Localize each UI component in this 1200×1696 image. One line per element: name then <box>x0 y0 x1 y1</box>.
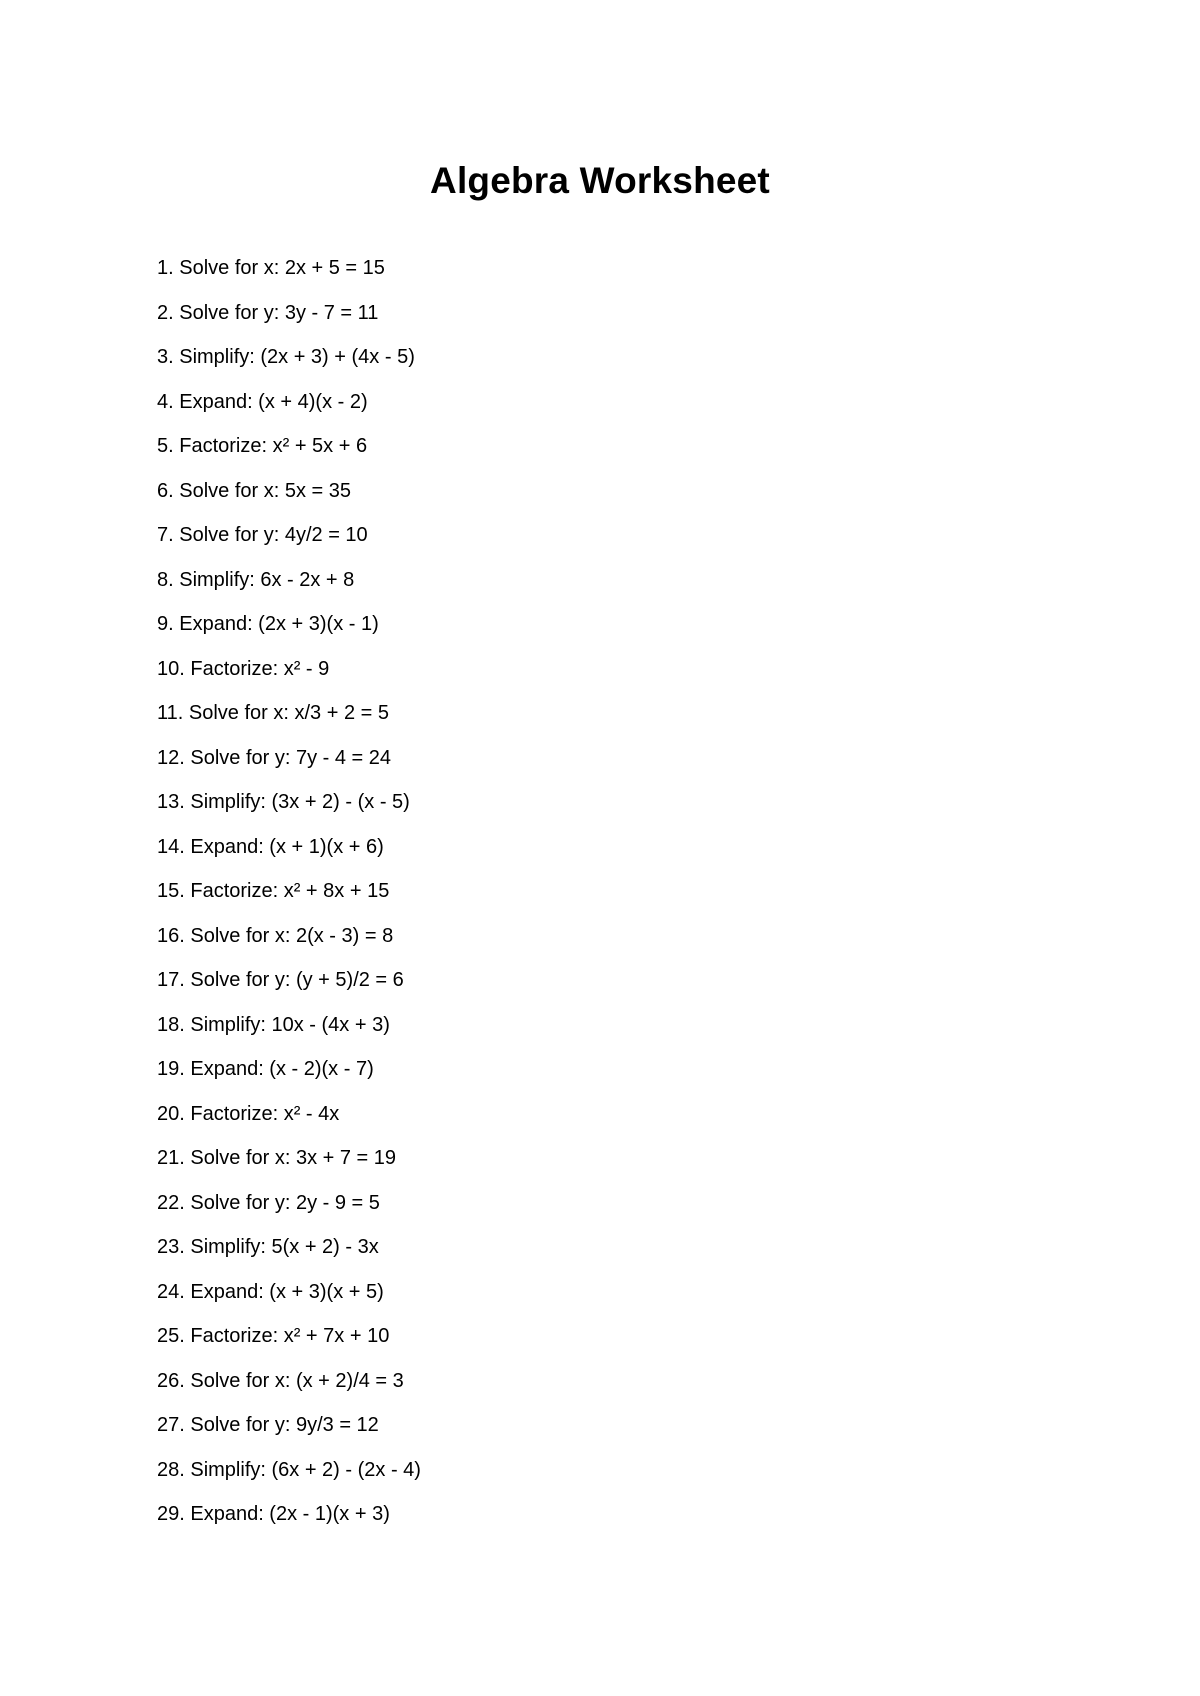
problem-item: 25. Factorize: x² + 7x + 10 <box>157 1325 390 1347</box>
problem-item: 20. Factorize: x² - 4x <box>157 1102 340 1125</box>
problem-item: 28. Simplify: (6x + 2) - (2x - 4) <box>157 1458 421 1481</box>
problem-item: 27. Solve for y: 9y/3 = 12 <box>157 1414 379 1436</box>
problem-item: 24. Expand: (x + 3)(x + 5) <box>157 1280 384 1303</box>
problem-item: 11. Solve for x: x/3 + 2 = 5 <box>157 702 389 724</box>
problem-item: 18. Simplify: 10x - (4x + 3) <box>157 1013 390 1036</box>
problem-item: 2. Solve for y: 3y - 7 = 11 <box>157 301 379 324</box>
problem-item: 22. Solve for y: 2y - 9 = 5 <box>157 1191 380 1214</box>
problem-item: 29. Expand: (2x - 1)(x + 3) <box>157 1503 390 1525</box>
problem-item: 8. Simplify: 6x - 2x + 8 <box>157 568 355 591</box>
problem-item: 13. Simplify: (3x + 2) - (x - 5) <box>157 791 410 813</box>
problem-item: 4. Expand: (x + 4)(x - 2) <box>157 390 368 413</box>
problem-item: 15. Factorize: x² + 8x + 15 <box>157 880 390 902</box>
problem-list <box>157 254 421 1545</box>
problem-item: 5. Factorize: x² + 5x + 6 <box>157 435 368 457</box>
problem-item: 6. Solve for x: 5x = 35 <box>157 479 351 502</box>
problem-item: 19. Expand: (x - 2)(x - 7) <box>157 1058 374 1080</box>
problem-item: 7. Solve for y: 4y/2 = 10 <box>157 524 368 546</box>
problem-item: 14. Expand: (x + 1)(x + 6) <box>157 835 384 858</box>
problem-item: 9. Expand: (2x + 3)(x - 1) <box>157 613 379 635</box>
problem-item: 16. Solve for x: 2(x - 3) = 8 <box>157 924 394 947</box>
problem-item: 1. Solve for x: 2x + 5 = 15 <box>157 257 385 279</box>
problem-item: 23. Simplify: 5(x + 2) - 3x <box>157 1236 379 1258</box>
problem-item: 21. Solve for x: 3x + 7 = 19 <box>157 1147 397 1169</box>
problem-item: 3. Simplify: (2x + 3) + (4x - 5) <box>157 346 415 368</box>
problem-item: 10. Factorize: x² - 9 <box>157 657 330 680</box>
page-title: Algebra Worksheet <box>430 160 770 201</box>
problem-item: 26. Solve for x: (x + 2)/4 = 3 <box>157 1369 404 1392</box>
problem-item: 17. Solve for y: (y + 5)/2 = 6 <box>157 969 404 991</box>
problem-item: 12. Solve for y: 7y - 4 = 24 <box>157 746 392 769</box>
